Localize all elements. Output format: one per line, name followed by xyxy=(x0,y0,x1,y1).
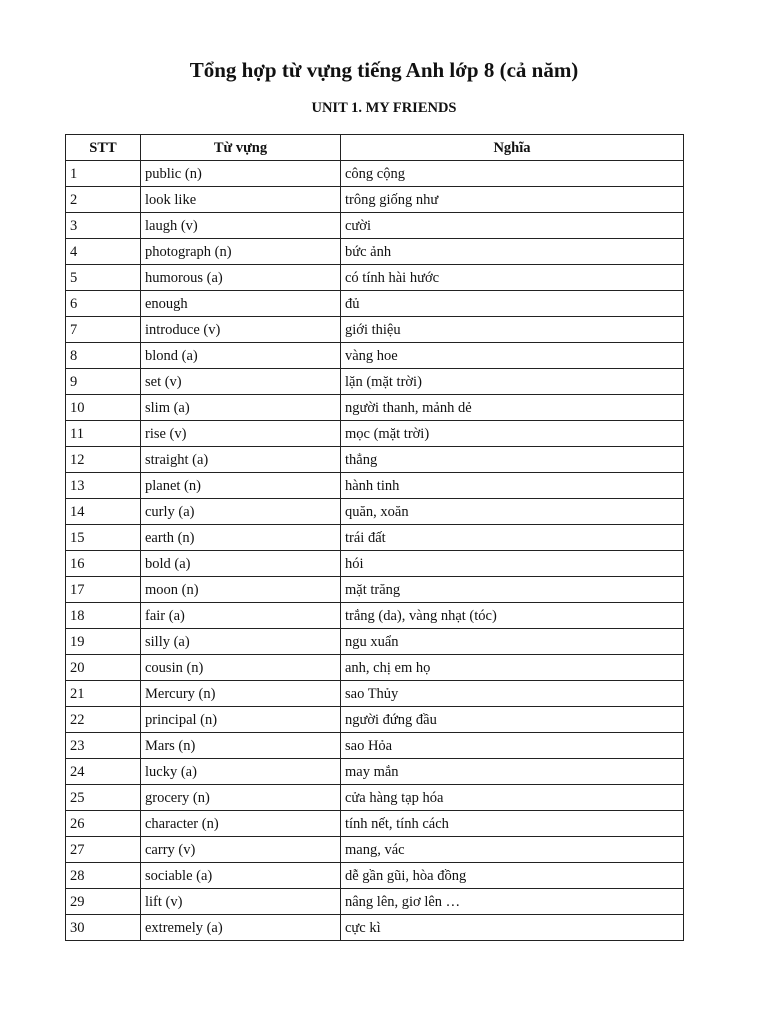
cell-word: introduce (v) xyxy=(141,317,341,343)
cell-meaning: hói xyxy=(341,551,684,577)
cell-number: 29 xyxy=(66,889,141,915)
table-row xyxy=(66,213,684,239)
cell-number: 1 xyxy=(66,161,141,187)
cell-meaning: công cộng xyxy=(341,161,684,187)
table-row xyxy=(66,239,684,265)
cell-meaning: lặn (mặt trời) xyxy=(341,369,684,395)
table-row xyxy=(66,473,684,499)
cell-word: cousin (n) xyxy=(141,655,341,681)
table-row xyxy=(66,707,684,733)
cell-number: 9 xyxy=(66,369,141,395)
cell-word: moon (n) xyxy=(141,577,341,603)
cell-number: 25 xyxy=(66,785,141,811)
cell-word: grocery (n) xyxy=(141,785,341,811)
cell-word: laugh (v) xyxy=(141,213,341,239)
table-row xyxy=(66,577,684,603)
cell-number: 12 xyxy=(66,447,141,473)
table-row xyxy=(66,499,684,525)
cell-meaning: sao Thủy xyxy=(341,681,684,707)
cell-word: look like xyxy=(141,187,341,213)
cell-meaning: đủ xyxy=(341,291,684,317)
cell-word: Mercury (n) xyxy=(141,681,341,707)
table-row xyxy=(66,603,684,629)
table-row xyxy=(66,681,684,707)
cell-number: 16 xyxy=(66,551,141,577)
cell-number: 26 xyxy=(66,811,141,837)
cell-meaning: trái đất xyxy=(341,525,684,551)
cell-number: 27 xyxy=(66,837,141,863)
table-row xyxy=(66,837,684,863)
cell-number: 20 xyxy=(66,655,141,681)
table-row xyxy=(66,759,684,785)
cell-word: slim (a) xyxy=(141,395,341,421)
cell-meaning: có tính hài hước xyxy=(341,265,684,291)
cell-meaning: người thanh, mảnh dẻ xyxy=(341,395,684,421)
cell-word: planet (n) xyxy=(141,473,341,499)
cell-meaning: trắng (da), vàng nhạt (tóc) xyxy=(341,603,684,629)
cell-meaning: dễ gần gũi, hòa đồng xyxy=(341,863,684,889)
cell-number: 18 xyxy=(66,603,141,629)
table-row xyxy=(66,811,684,837)
cell-meaning: bức ảnh xyxy=(341,239,684,265)
cell-word: silly (a) xyxy=(141,629,341,655)
cell-number: 22 xyxy=(66,707,141,733)
cell-meaning: hành tinh xyxy=(341,473,684,499)
cell-number: 21 xyxy=(66,681,141,707)
cell-word: extremely (a) xyxy=(141,915,341,941)
cell-word: principal (n) xyxy=(141,707,341,733)
cell-word: straight (a) xyxy=(141,447,341,473)
cell-word: earth (n) xyxy=(141,525,341,551)
cell-meaning: mặt trăng xyxy=(341,577,684,603)
cell-number: 4 xyxy=(66,239,141,265)
cell-number: 14 xyxy=(66,499,141,525)
cell-number: 24 xyxy=(66,759,141,785)
cell-meaning: giới thiệu xyxy=(341,317,684,343)
table-row xyxy=(66,629,684,655)
cell-word: lucky (a) xyxy=(141,759,341,785)
unit-heading: UNIT 1. MY FRIENDS xyxy=(311,100,457,116)
table-row xyxy=(66,161,684,187)
cell-number: 15 xyxy=(66,525,141,551)
cell-number: 19 xyxy=(66,629,141,655)
cell-word: bold (a) xyxy=(141,551,341,577)
cell-number: 3 xyxy=(66,213,141,239)
cell-meaning: trông giống như xyxy=(341,187,684,213)
header-stt: STT xyxy=(66,135,141,161)
table-row xyxy=(66,733,684,759)
cell-number: 23 xyxy=(66,733,141,759)
cell-meaning: mọc (mặt trời) xyxy=(341,421,684,447)
cell-word: carry (v) xyxy=(141,837,341,863)
cell-meaning: may mắn xyxy=(341,759,684,785)
table-row xyxy=(66,421,684,447)
document-title: Tổng hợp từ vựng tiếng Anh lớp 8 (cả năm) xyxy=(189,58,579,82)
cell-meaning: anh, chị em họ xyxy=(341,655,684,681)
table-row xyxy=(66,265,684,291)
table-row xyxy=(66,369,684,395)
table-row xyxy=(66,655,684,681)
table-row xyxy=(66,785,684,811)
cell-word: lift (v) xyxy=(141,889,341,915)
cell-meaning: thẳng xyxy=(341,447,684,473)
cell-word: curly (a) xyxy=(141,499,341,525)
cell-word: enough xyxy=(141,291,341,317)
cell-number: 28 xyxy=(66,863,141,889)
cell-word: public (n) xyxy=(141,161,341,187)
cell-number: 5 xyxy=(66,265,141,291)
header-vocabulary: Từ vựng xyxy=(141,135,341,161)
cell-meaning: sao Hỏa xyxy=(341,733,684,759)
table-row xyxy=(66,915,684,941)
cell-word: set (v) xyxy=(141,369,341,395)
table-row xyxy=(66,447,684,473)
cell-number: 8 xyxy=(66,343,141,369)
cell-meaning: quăn, xoăn xyxy=(341,499,684,525)
header-meaning: Nghĩa xyxy=(341,135,684,161)
cell-number: 13 xyxy=(66,473,141,499)
cell-word: photograph (n) xyxy=(141,239,341,265)
cell-word: sociable (a) xyxy=(141,863,341,889)
cell-meaning: mang, vác xyxy=(341,837,684,863)
table-row xyxy=(66,525,684,551)
table-row xyxy=(66,551,684,577)
cell-number: 10 xyxy=(66,395,141,421)
cell-word: Mars (n) xyxy=(141,733,341,759)
cell-meaning: ngu xuẩn xyxy=(341,629,684,655)
table-body xyxy=(66,161,684,941)
cell-word: fair (a) xyxy=(141,603,341,629)
cell-meaning: tính nết, tính cách xyxy=(341,811,684,837)
table-row xyxy=(66,291,684,317)
table-row xyxy=(66,317,684,343)
cell-meaning: cực kì xyxy=(341,915,684,941)
cell-number: 2 xyxy=(66,187,141,213)
cell-word: rise (v) xyxy=(141,421,341,447)
cell-number: 30 xyxy=(66,915,141,941)
table-row xyxy=(66,343,684,369)
cell-word: humorous (a) xyxy=(141,265,341,291)
cell-number: 7 xyxy=(66,317,141,343)
table-row xyxy=(66,863,684,889)
table-row xyxy=(66,187,684,213)
table-row xyxy=(66,889,684,915)
vocabulary-table xyxy=(65,134,684,941)
cell-meaning: người đứng đầu xyxy=(341,707,684,733)
cell-number: 17 xyxy=(66,577,141,603)
table-row xyxy=(66,395,684,421)
cell-word: blond (a) xyxy=(141,343,341,369)
cell-meaning: vàng hoe xyxy=(341,343,684,369)
cell-number: 6 xyxy=(66,291,141,317)
table-header-row xyxy=(66,135,684,161)
cell-meaning: cửa hàng tạp hóa xyxy=(341,785,684,811)
cell-word: character (n) xyxy=(141,811,341,837)
cell-number: 11 xyxy=(66,421,141,447)
cell-meaning: nâng lên, giơ lên … xyxy=(341,889,684,915)
cell-meaning: cười xyxy=(341,213,684,239)
